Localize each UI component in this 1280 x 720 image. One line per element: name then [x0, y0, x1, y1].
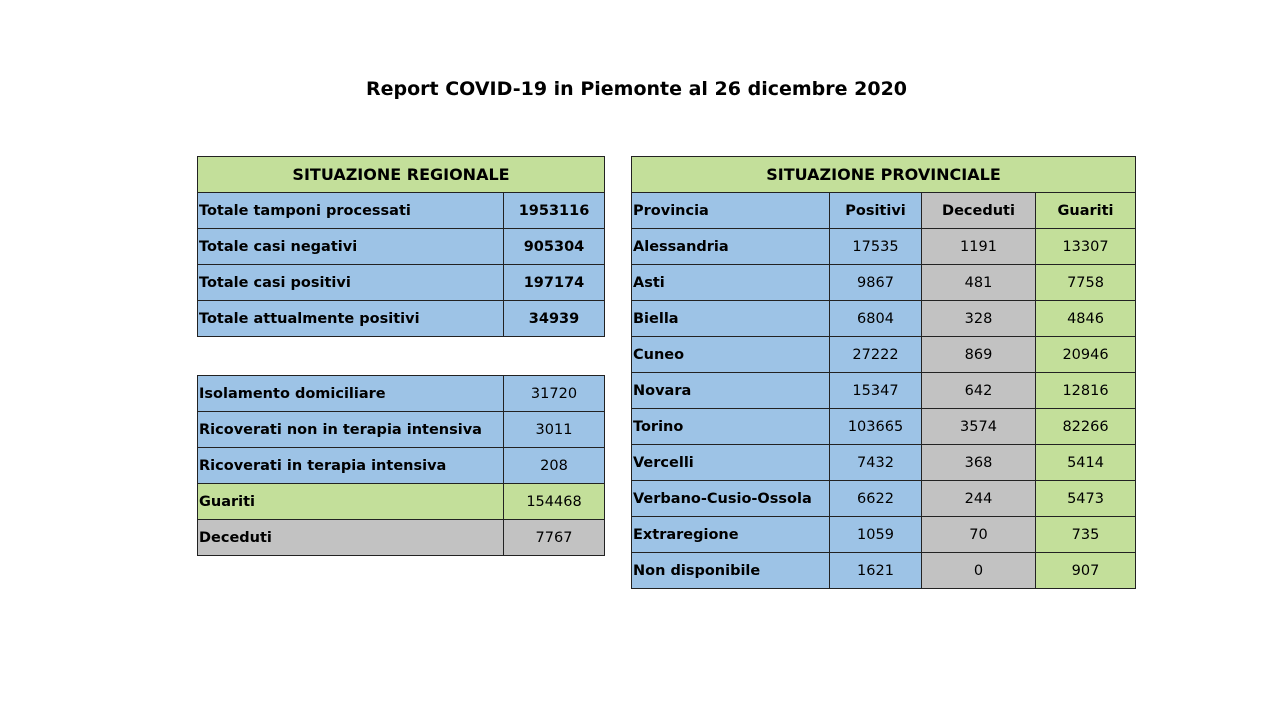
positivi-value: 17535 — [830, 229, 922, 265]
positivi-value: 27222 — [830, 337, 922, 373]
row-value: 7767 — [504, 520, 605, 556]
positivi-value: 103665 — [830, 409, 922, 445]
provincial-rows — [632, 229, 1136, 589]
positivi-value: 6804 — [830, 301, 922, 337]
table-row — [632, 337, 1136, 373]
table-row — [632, 373, 1136, 409]
table-row — [632, 409, 1136, 445]
page-title: Report COVID-19 in Piemonte al 26 dicembre 2020 — [366, 78, 908, 100]
row-value: 905304 — [504, 229, 605, 265]
table-row — [198, 229, 605, 265]
table-row — [632, 553, 1136, 589]
table-header-row — [198, 157, 605, 193]
deceduti-value: 642 — [922, 373, 1036, 409]
guariti-value: 907 — [1036, 553, 1136, 589]
deceduti-value: 328 — [922, 301, 1036, 337]
deceduti-value: 368 — [922, 445, 1036, 481]
province-name: Vercelli — [632, 445, 830, 481]
positivi-value: 1621 — [830, 553, 922, 589]
table-row — [632, 481, 1136, 517]
row-label: Deceduti — [198, 520, 504, 556]
table-row — [198, 448, 605, 484]
positivi-value: 7432 — [830, 445, 922, 481]
table-row — [198, 376, 605, 412]
table-row — [632, 517, 1136, 553]
province-name: Cuneo — [632, 337, 830, 373]
row-label: Totale tamponi processati — [198, 193, 504, 229]
table-row — [632, 265, 1136, 301]
table-row — [632, 229, 1136, 265]
row-value: 154468 — [504, 484, 605, 520]
deceduti-value: 70 — [922, 517, 1036, 553]
row-value: 31720 — [504, 376, 605, 412]
regional-summary-table — [197, 156, 605, 337]
row-label: Ricoverati non in terapia intensiva — [198, 412, 504, 448]
column-header-deceduti: Deceduti — [922, 193, 1036, 229]
row-label: Totale attualmente positivi — [198, 301, 504, 337]
guariti-value: 7758 — [1036, 265, 1136, 301]
positivi-value: 15347 — [830, 373, 922, 409]
province-name: Non disponibile — [632, 553, 830, 589]
column-header-row — [632, 193, 1136, 229]
table-row — [632, 445, 1136, 481]
province-name: Novara — [632, 373, 830, 409]
guariti-value: 5473 — [1036, 481, 1136, 517]
guariti-value: 735 — [1036, 517, 1136, 553]
positivi-value: 9867 — [830, 265, 922, 301]
deceduti-value: 0 — [922, 553, 1036, 589]
province-name: Asti — [632, 265, 830, 301]
row-value: 3011 — [504, 412, 605, 448]
guariti-value: 82266 — [1036, 409, 1136, 445]
column-header-provincia: Provincia — [632, 193, 830, 229]
row-label: Ricoverati in terapia intensiva — [198, 448, 504, 484]
table-row — [198, 265, 605, 301]
column-header-positivi: Positivi — [830, 193, 922, 229]
row-label: Totale casi positivi — [198, 265, 504, 301]
guariti-value: 13307 — [1036, 229, 1136, 265]
row-value: 34939 — [504, 301, 605, 337]
row-value: 1953116 — [504, 193, 605, 229]
guariti-value: 20946 — [1036, 337, 1136, 373]
regional-details-table — [197, 375, 605, 556]
table-row — [632, 301, 1136, 337]
deceduti-value: 481 — [922, 265, 1036, 301]
regional-header: SITUAZIONE REGIONALE — [198, 157, 605, 193]
column-header-guariti: Guariti — [1036, 193, 1136, 229]
table-header-row — [632, 157, 1136, 193]
deceduti-value: 3574 — [922, 409, 1036, 445]
province-name: Extraregione — [632, 517, 830, 553]
province-name: Biella — [632, 301, 830, 337]
table-row — [198, 301, 605, 337]
provincial-header: SITUAZIONE PROVINCIALE — [632, 157, 1136, 193]
positivi-value: 1059 — [830, 517, 922, 553]
province-name: Torino — [632, 409, 830, 445]
row-label: Isolamento domiciliare — [198, 376, 504, 412]
deceduti-value: 869 — [922, 337, 1036, 373]
table-row — [198, 520, 605, 556]
table-row — [198, 412, 605, 448]
guariti-value: 5414 — [1036, 445, 1136, 481]
provincial-table — [631, 156, 1136, 589]
guariti-value: 12816 — [1036, 373, 1136, 409]
row-value: 197174 — [504, 265, 605, 301]
province-name: Alessandria — [632, 229, 830, 265]
table-row — [198, 484, 605, 520]
deceduti-value: 1191 — [922, 229, 1036, 265]
deceduti-value: 244 — [922, 481, 1036, 517]
row-label: Guariti — [198, 484, 504, 520]
table-row — [198, 193, 605, 229]
guariti-value: 4846 — [1036, 301, 1136, 337]
positivi-value: 6622 — [830, 481, 922, 517]
row-value: 208 — [504, 448, 605, 484]
province-name: Verbano-Cusio-Ossola — [632, 481, 830, 517]
row-label: Totale casi negativi — [198, 229, 504, 265]
